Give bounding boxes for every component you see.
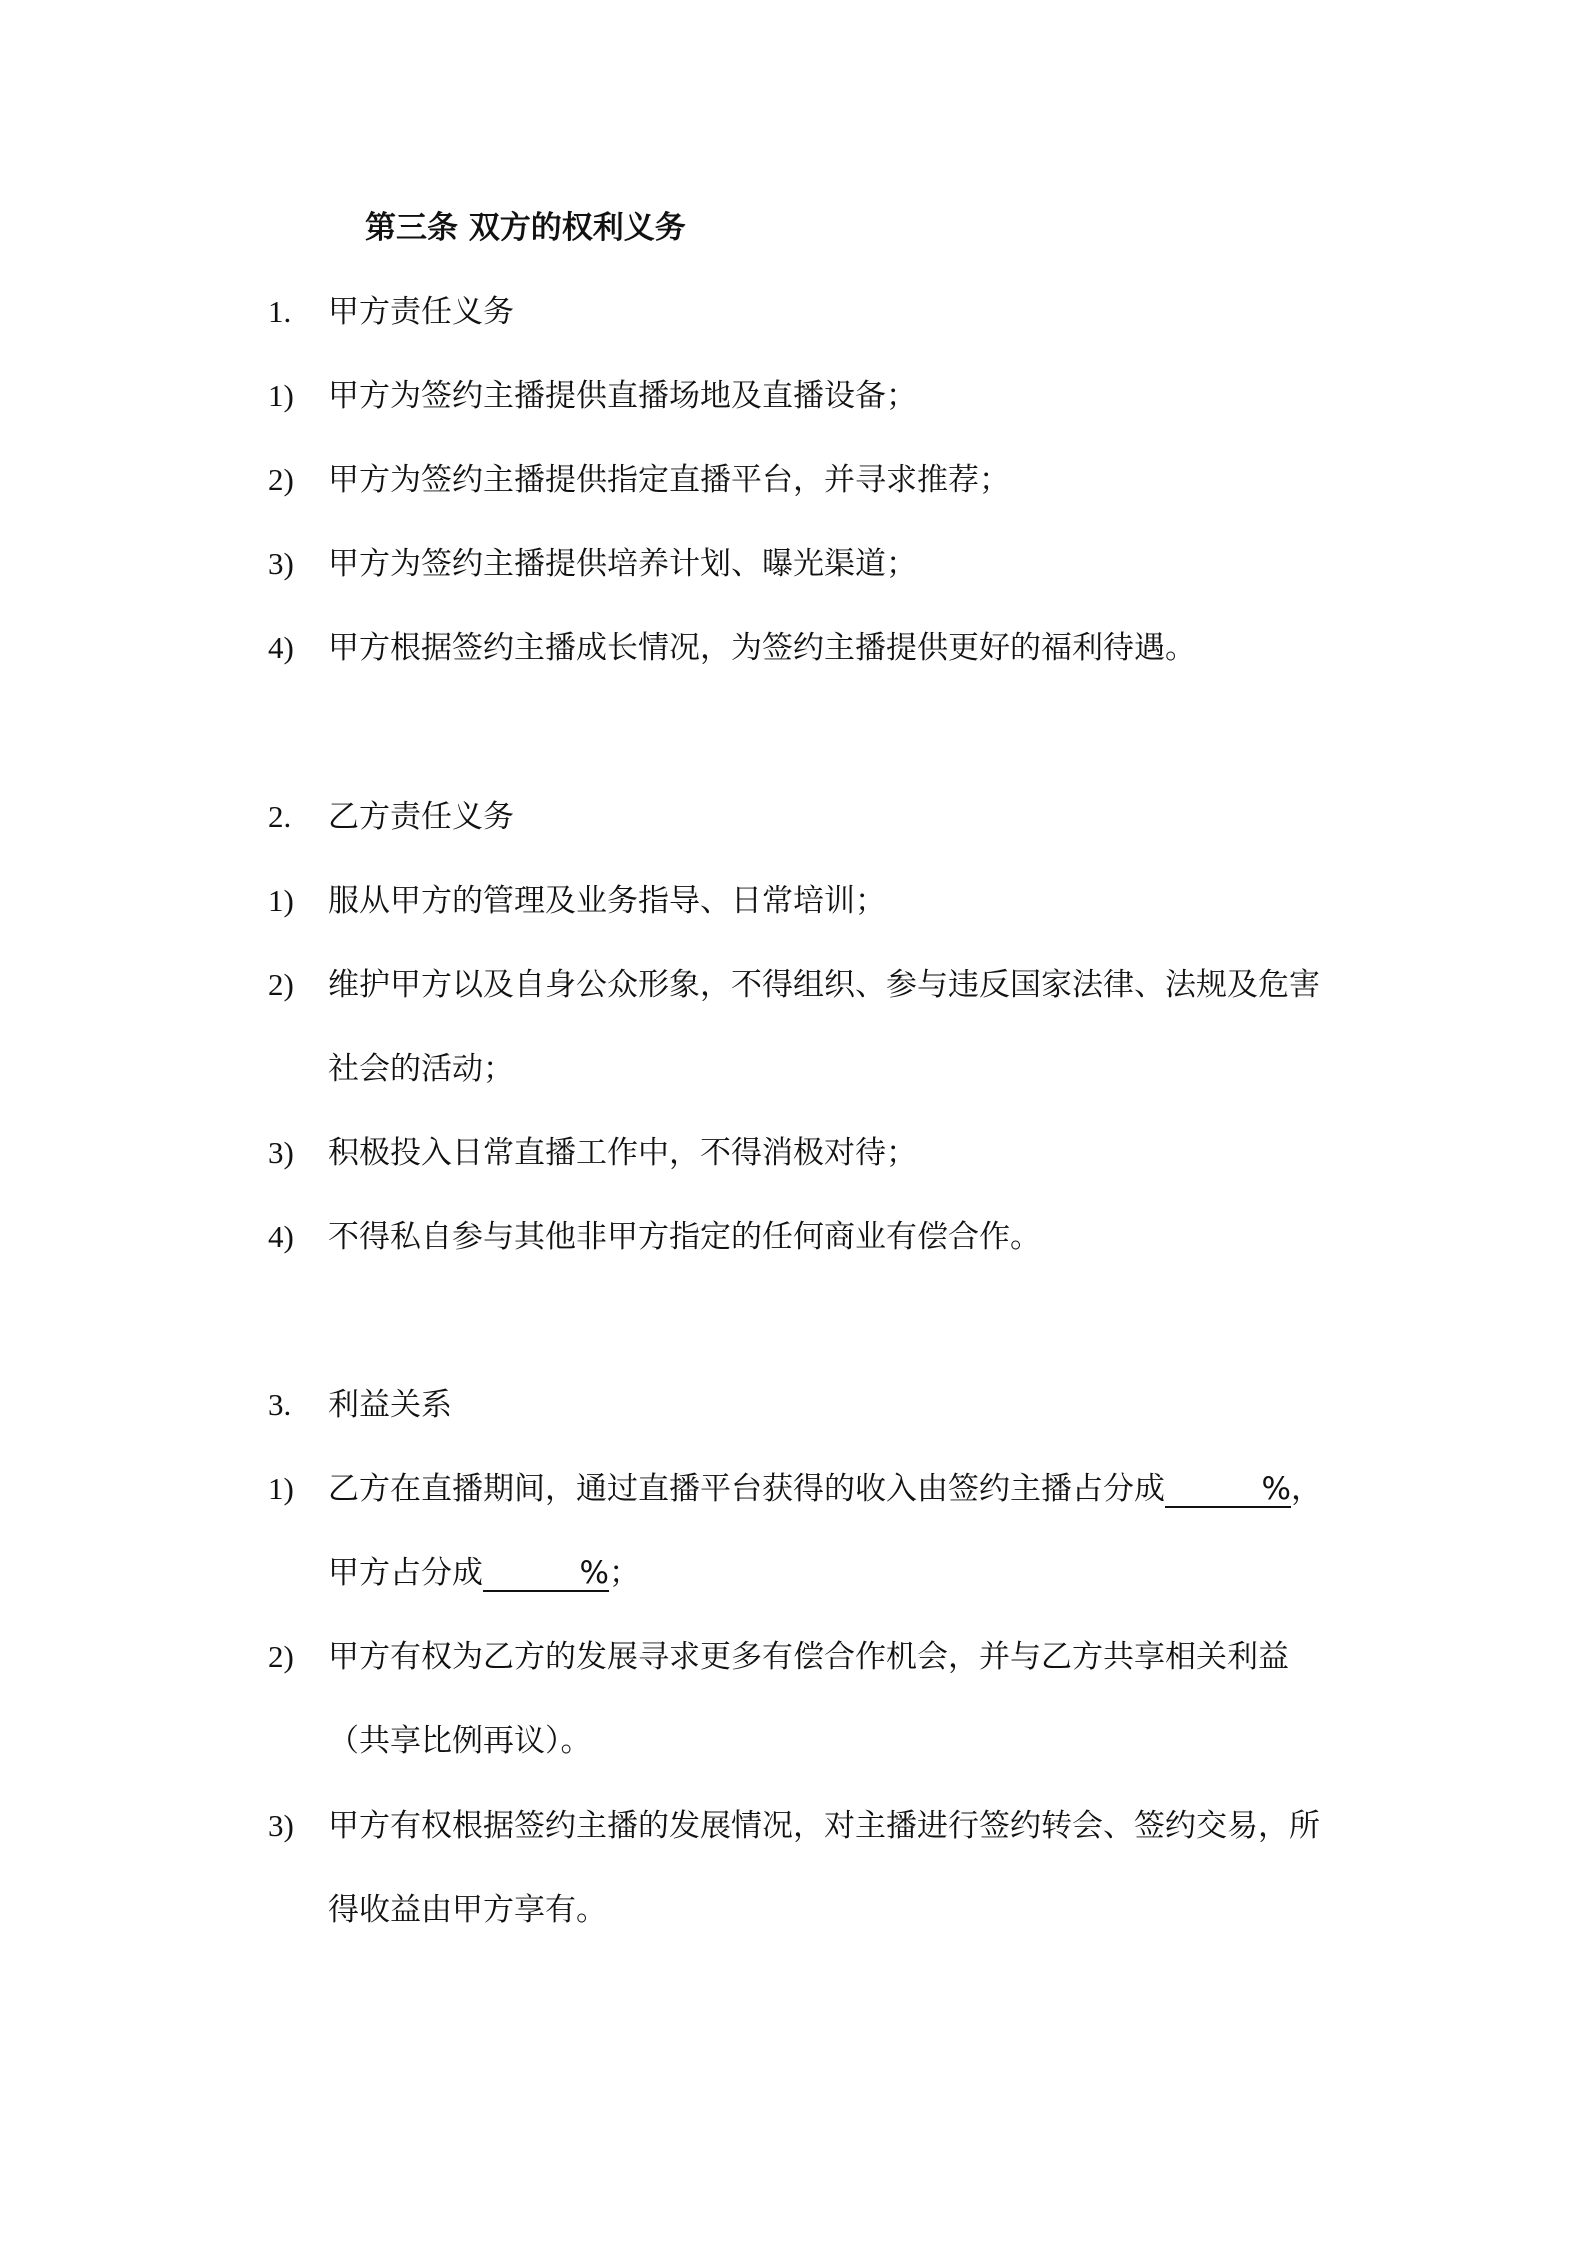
clause-punctuation: ， bbox=[1291, 1471, 1322, 1507]
section-3-heading: 利益关系 bbox=[328, 1387, 452, 1423]
section-2-heading: 乙方责任义务 bbox=[328, 799, 514, 835]
anchor-share-percent-blank[interactable] bbox=[1165, 1472, 1291, 1508]
section-2-item-1-text: 服从甲方的管理及业务指导、日常培训； bbox=[328, 883, 886, 919]
section-1-item-3-number: 3) bbox=[268, 546, 294, 581]
section-3-item-3-text-line-2: 得收益由甲方享有。 bbox=[328, 1892, 607, 1928]
section-1-item-4-text: 甲方根据签约主播成长情况，为签约主播提供更好的福利待遇。 bbox=[328, 630, 1196, 666]
section-1-item-2-number: 2) bbox=[268, 462, 294, 497]
section-3-item-2-number: 2) bbox=[268, 1639, 294, 1674]
section-2-item-2-text-line-1: 维护甲方以及自身公众形象，不得组织、参与违反国家法律、法规及危害 bbox=[328, 967, 1320, 1003]
percent-sign: % bbox=[1261, 1471, 1291, 1507]
party-a-share-percent-blank[interactable] bbox=[483, 1556, 609, 1592]
section-1-number: 1. bbox=[268, 294, 292, 329]
section-2-item-4-number: 4) bbox=[268, 1219, 294, 1254]
section-2-item-2-text-line-2: 社会的活动； bbox=[328, 1051, 514, 1087]
section-2-item-4-text: 不得私自参与其他非甲方指定的任何商业有偿合作。 bbox=[328, 1219, 1041, 1255]
section-1-item-1-number: 1) bbox=[268, 378, 294, 413]
section-3-item-3-number: 3) bbox=[268, 1808, 294, 1843]
section-2-item-2-number: 2) bbox=[268, 967, 294, 1002]
section-2-item-1-number: 1) bbox=[268, 883, 294, 918]
clause-punctuation: ； bbox=[609, 1555, 640, 1591]
section-2-number: 2. bbox=[268, 799, 292, 834]
section-3-item-1-line-1 bbox=[328, 1469, 1322, 1509]
share-clause-text: 乙方在直播期间，通过直播平台获得的收入由签约主播占分成 bbox=[328, 1471, 1165, 1507]
section-1-item-2-text: 甲方为签约主播提供指定直播平台，并寻求推荐； bbox=[328, 462, 1010, 498]
section-3-item-2-text-line-2: （共享比例再议）。 bbox=[328, 1723, 592, 1759]
section-3-item-2-text-line-1: 甲方有权为乙方的发展寻求更多有偿合作机会，并与乙方共享相关利益 bbox=[328, 1639, 1289, 1675]
section-3-item-3-text-line-1: 甲方有权根据签约主播的发展情况，对主播进行签约转会、签约交易，所 bbox=[328, 1808, 1320, 1844]
section-2-item-3-number: 3) bbox=[268, 1135, 294, 1170]
section-3-item-1-number: 1) bbox=[268, 1471, 294, 1506]
section-3-number: 3. bbox=[268, 1387, 292, 1422]
section-3-item-1-line-2 bbox=[328, 1553, 640, 1593]
section-1-heading: 甲方责任义务 bbox=[328, 294, 514, 330]
section-1-item-4-number: 4) bbox=[268, 630, 294, 665]
article-title: 第三条 双方的权利义务 bbox=[365, 210, 686, 246]
percent-sign: % bbox=[579, 1555, 609, 1591]
party-a-share-text: 甲方占分成 bbox=[328, 1555, 483, 1591]
section-2-item-3-text: 积极投入日常直播工作中，不得消极对待； bbox=[328, 1135, 917, 1171]
section-1-item-1-text: 甲方为签约主播提供直播场地及直播设备； bbox=[328, 378, 917, 414]
section-1-item-3-text: 甲方为签约主播提供培养计划、曝光渠道； bbox=[328, 546, 917, 582]
